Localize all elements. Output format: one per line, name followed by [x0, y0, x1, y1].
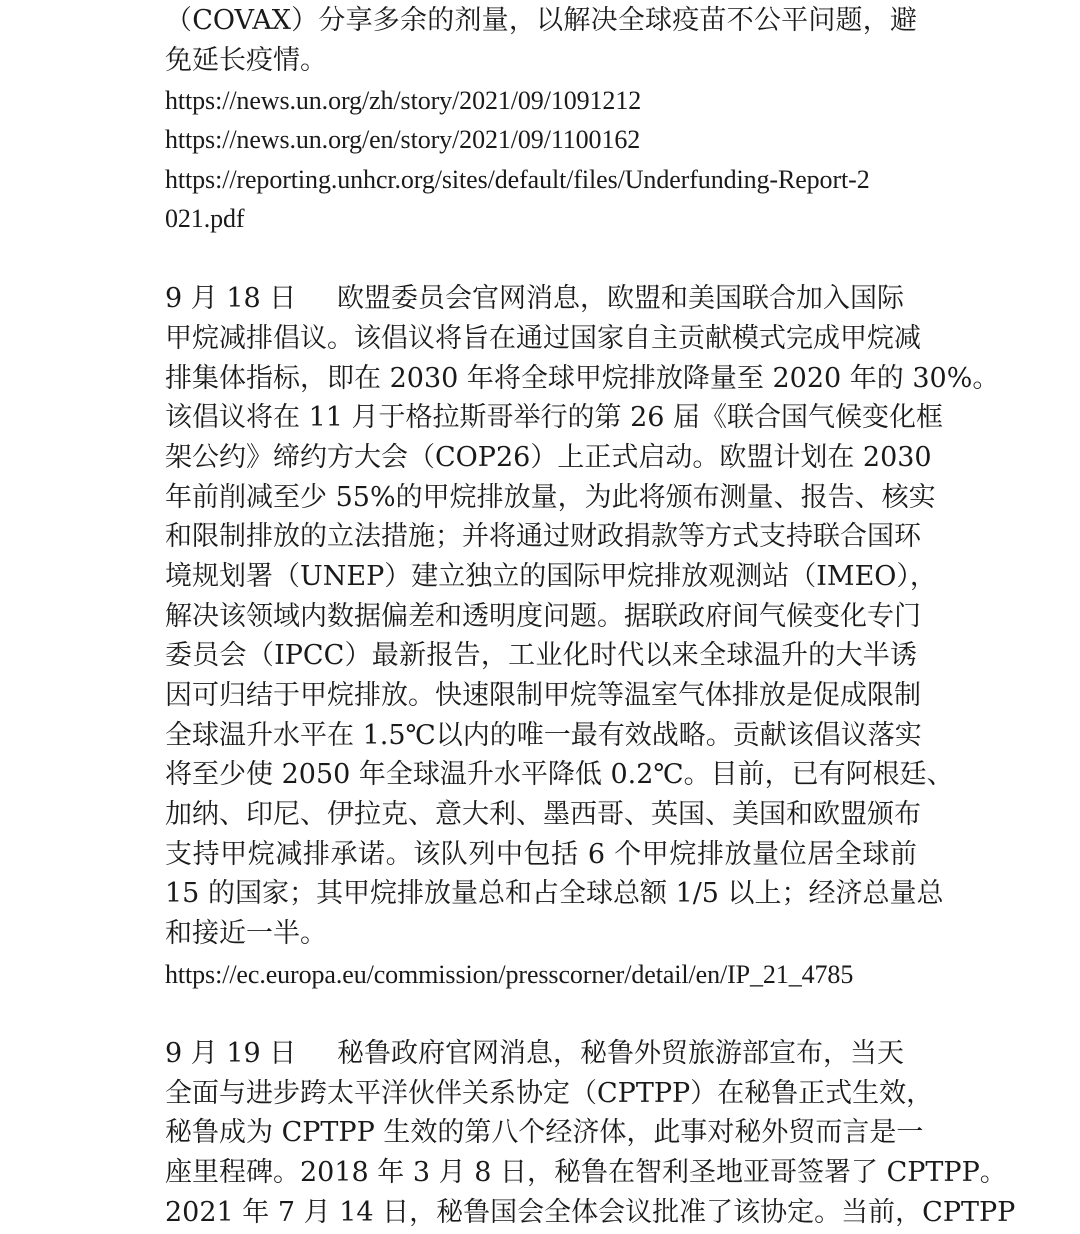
text-line: 座里程碑。2018 年 3 月 8 日，秘鲁在智利圣地亚哥签署了 CPTPP。 [165, 1157, 1007, 1188]
text-line: 加纳、印尼、伊拉克、意大利、墨西哥、英国、美国和欧盟颁布 [165, 799, 921, 830]
text-line: （COVAX）分享多余的剂量，以解决全球疫苗不公平问题，避 [165, 5, 917, 36]
reference-link[interactable]: https://reporting.unhcr.org/sites/default/files/Underfunding-Report-2 [165, 165, 870, 194]
entry-date: 9 月 19 日 [165, 1038, 297, 1069]
text-line: 委员会（IPCC）最新报告，工业化时代以来全球温升的大半诱 [165, 640, 917, 671]
text-line: 境规划署（UNEP）建立独立的国际甲烷排放观测站（IMEO）， [165, 561, 937, 592]
entry-first-line [165, 1034, 917, 1074]
text-line: 2021 年 7 月 14 日，秘鲁国会全体会议批准了该协定。当前，CPTPP [165, 1197, 1016, 1228]
entry-first-line [165, 279, 917, 319]
reference-link[interactable]: https://ec.europa.eu/commission/presscorner/detail/en/IP_21_4785 [165, 960, 854, 989]
text-line: 15 的国家；其甲烷排放量总和占全球总额 1/5 以上；经济总量总 [165, 878, 944, 909]
text-line: 和限制排放的立法措施；并将通过财政捐款等方式支持联合国环 [165, 521, 921, 552]
text-line: 解决该领域内数据偏差和透明度问题。据联政府间气候变化专门 [165, 601, 921, 632]
text-line: 全面与进步跨太平洋伙伴关系协定（CPTPP）在秘鲁正式生效， [165, 1078, 934, 1109]
entry-date: 9 月 18 日 [165, 283, 297, 314]
reference-link[interactable]: https://news.un.org/en/story/2021/09/1100162 [165, 125, 641, 154]
text-line: 和接近一半。 [165, 918, 327, 949]
text-line: 免延长疫情。 [165, 45, 327, 76]
text-line: 因可归结于甲烷排放。快速限制甲烷等温室气体排放是促成限制 [165, 680, 921, 711]
reference-link[interactable]: https://news.un.org/zh/story/2021/09/1091212 [165, 86, 642, 115]
text-line: 秘鲁成为 CPTPP 生效的第八个经济体，此事对秘外贸而言是一 [165, 1117, 924, 1148]
entry-text: 秘鲁政府官网消息，秘鲁外贸旅游部宣布，当天 [337, 1038, 904, 1069]
text-line: 架公约》缔约方大会（COP26）上正式启动。欧盟计划在 2030 [165, 442, 932, 473]
text-line: 年前削减至少 55%的甲烷排放量，为此将颁布测量、报告、核实 [165, 482, 936, 513]
entry-text: 欧盟委员会官网消息，欧盟和美国联合加入国际 [337, 283, 904, 314]
text-line: 排集体指标，即在 2030 年将全球甲烷排放降量至 2020 年的 30%。 [165, 363, 1000, 394]
text-line: 该倡议将在 11 月于格拉斯哥举行的第 26 届《联合国气候变化框 [165, 402, 944, 433]
text-line: 全球温升水平在 1.5℃以内的唯一最有效战略。贡献该倡议落实 [165, 720, 922, 751]
text-line: 将至少使 2050 年全球温升水平降低 0.2℃。目前，已有阿根廷、 [165, 759, 954, 790]
text-line: 支持甲烷减排承诺。该队列中包括 6 个甲烷排放量位居全球前 [165, 839, 917, 870]
reference-link[interactable]: 021.pdf [165, 204, 245, 233]
text-line: 甲烷减排倡议。该倡议将旨在通过国家自主贡献模式完成甲烷减 [165, 323, 921, 354]
